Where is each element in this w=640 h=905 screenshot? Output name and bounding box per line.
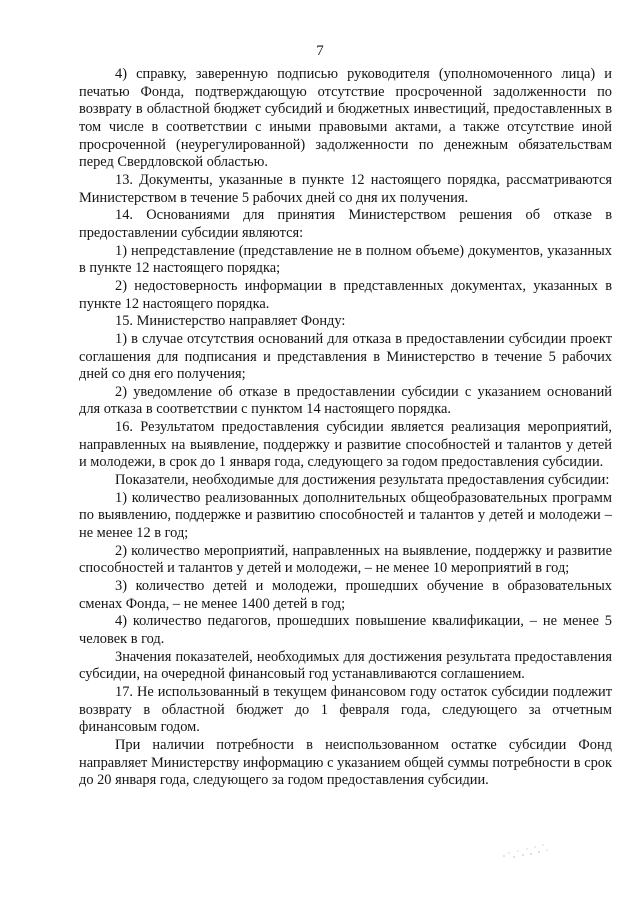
paragraph-indicator-values: Значения показателей, необходимых для достижения результата предоставления субсидии, на очередной финансовый год устанавливаются соглашением. [79, 648, 612, 683]
paragraph-section-14-item-2: 2) недостоверность информации в представленных документах, указанных в пункте 12 настоящего порядка. [79, 277, 612, 312]
document-body [79, 66, 612, 790]
paragraph-indicator-3: 3) количество детей и молодежи, прошедших обучение в образовательных сменах Фонда, – не менее 1400 детей в год; [79, 578, 612, 612]
scan-speckle-mark [496, 838, 556, 862]
paragraph-section-15-item-1: 1) в случае отсутствия оснований для отказа в предоставлении субсидии проект соглашения для подписания и представления в Министерство в течение 5 рабочих дней со дня его получения; [79, 330, 612, 383]
paragraph-indicator-1: 1) количество реализованных дополнительных общеобразовательных программ по выявлению, поддержке и развитию способностей и талантов у детей и молодежи – не менее 12 в год; [79, 489, 612, 542]
paragraph-section-17: 17. Не использованный в текущем финансовом году остаток субсидии подлежит возврату в областной бюджет до 1 февраля года, следующего за отчетным финансовым годом. [79, 683, 612, 736]
paragraph-section-16: 16. Результатом предоставления субсидии является реализация мероприятий, направленных на выявление, поддержку и развитие способностей и талантов у детей и молодежи, в срок до 1 января года, следующего за годом предоставления субсидии. [79, 419, 612, 471]
paragraph-section-15: 15. Министерство направляет Фонду: [115, 313, 346, 330]
page-number: 7 [316, 43, 324, 59]
paragraph-section-14: 14. Основаниями для принятия Министерством решения об отказе в предоставлении субсидии являются: [79, 207, 612, 241]
paragraph-remaining-need: При наличии потребности в неиспользованном остатке субсидии Фонд направляет Министерству информацию с указанием общей суммы потребности в срок до 20 января года, следующего за годом предоставления субсидии. [79, 736, 612, 789]
paragraph-indicator-4: 4) количество педагогов, прошедших повышение квалификации, – не менее 5 человек в год. [79, 613, 612, 647]
paragraph-section-14-item-1: 1) непредставление (представление не в полном объеме) документов, указанных в пункте 12 настоящего порядка; [79, 242, 612, 277]
paragraph-section-15-item-2: 2) уведомление об отказе в предоставлении субсидии с указанием оснований для отказа в соответствии с пунктом 14 настоящего порядка. [79, 383, 612, 418]
paragraph-indicator-2: 2) количество мероприятий, направленных на выявление, поддержку и развитие способностей и талантов у детей и молодежи, – не менее 10 мероприятий в год; [79, 542, 612, 577]
paragraph-item-4-certificate: 4) справку, заверенную подписью руководителя (уполномоченного лица) и печатью Фонда, подтверждающую отсутствие просроченной задолженности по возврату в областной бюджет субсидий и бюджетных инвестиций, предоставленных в том числе в соответствии с иными правовыми актами, а также отсутствие иной просроченной (неурегулированной) задолженности по денежным обязательствам перед Свердловской областью. [79, 66, 612, 171]
paragraph-section-13: 13. Документы, указанные в пункте 12 настоящего порядка, рассматриваются Министерством в течение 5 рабочих дней со дня их получения. [79, 171, 612, 206]
paragraph-indicators-intro: Показатели, необходимые для достижения результата предоставления субсидии: [115, 472, 610, 489]
